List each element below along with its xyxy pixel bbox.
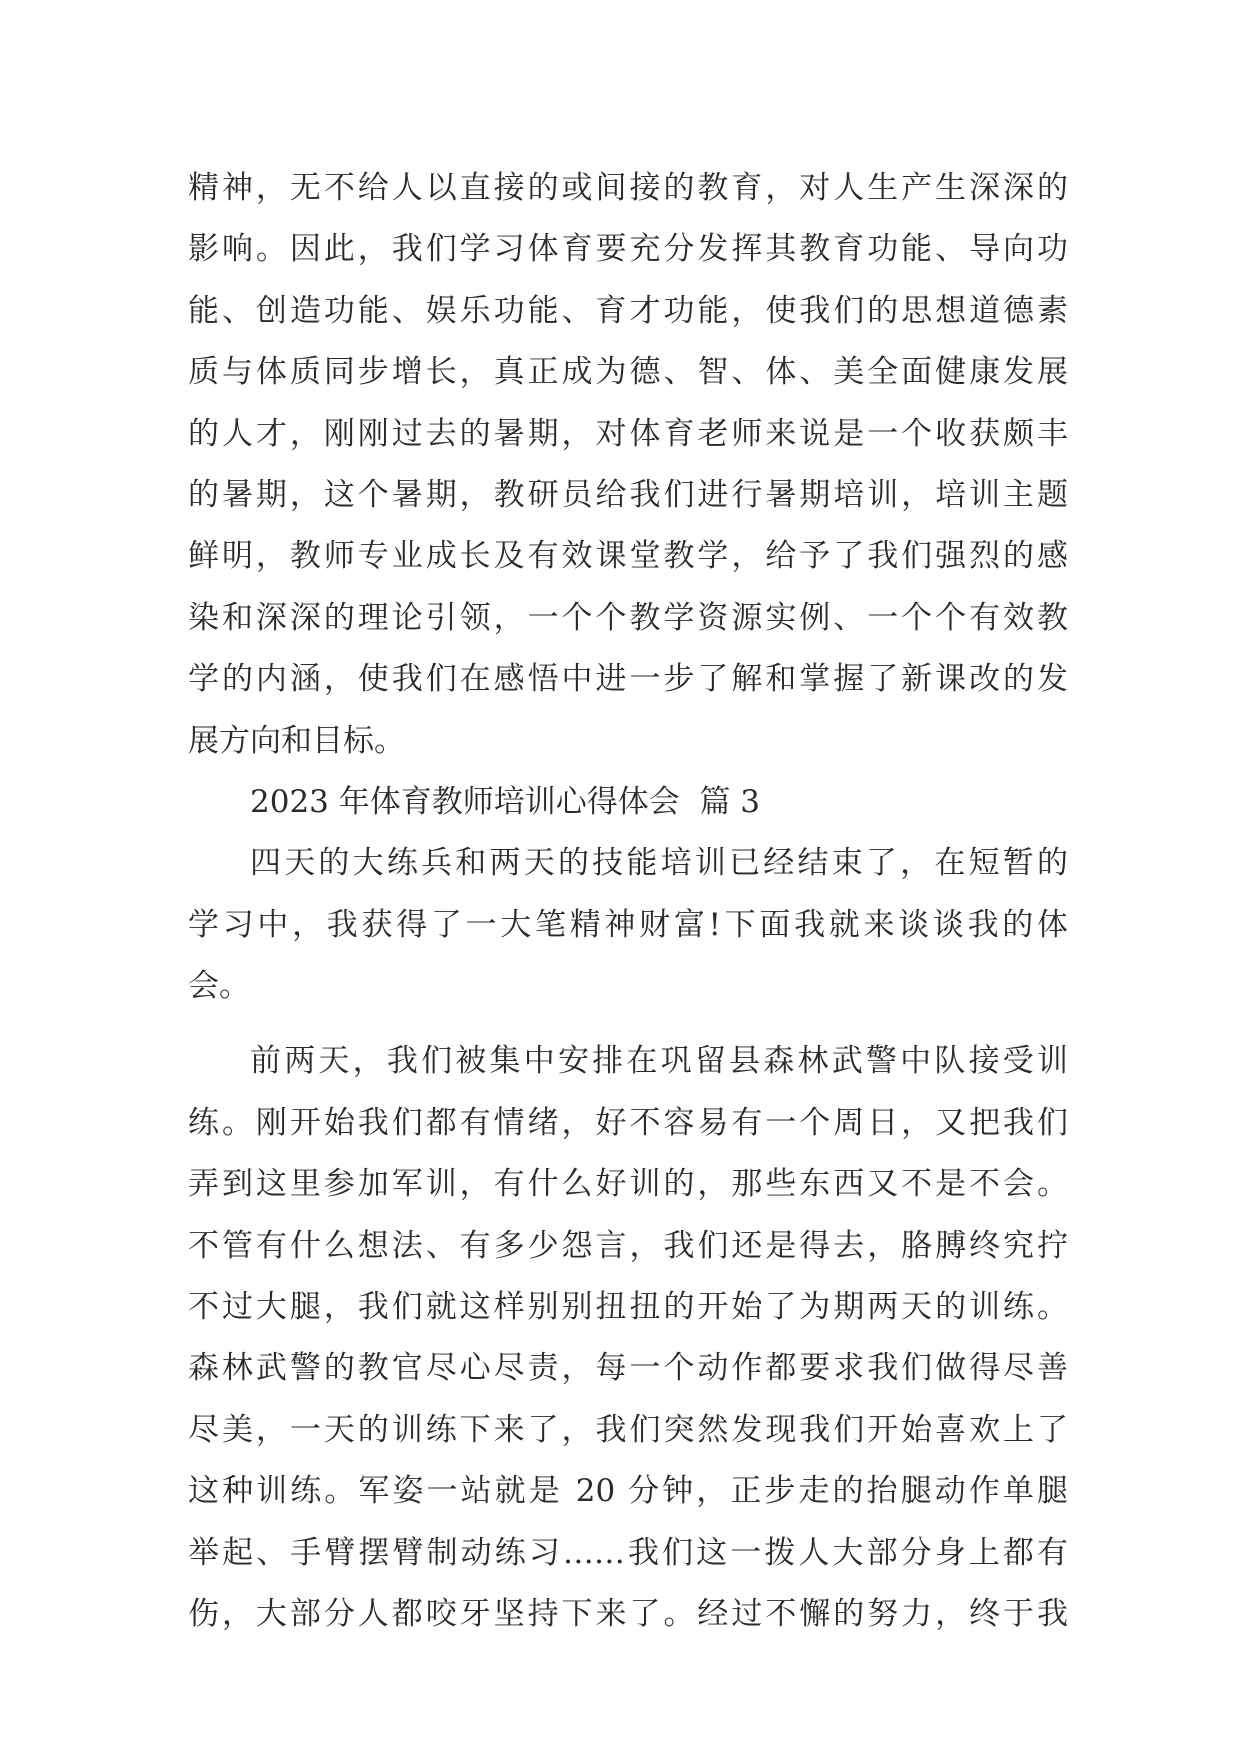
text-line: 四天的大练兵和两天的技能培训已经结束了，在短暂的: [250, 845, 1068, 882]
text-line: 不管有什么想法、有多少怨言，我们还是得去，胳膊终究拧: [188, 1227, 1068, 1264]
text-line: 展方向和目标。: [188, 722, 405, 759]
text-line: 的暑期，这个暑期，教研员给我们进行暑期培训，培训主题: [188, 476, 1068, 513]
text-line: 前两天，我们被集中安排在巩留县森林武警中队接受训: [250, 1043, 1068, 1080]
text-line: 尽美，一天的训练下来了，我们突然发现我们开始喜欢上了: [188, 1411, 1068, 1448]
text-line: 质与体质同步增长，真正成为德、智、体、美全面健康发展: [188, 354, 1068, 391]
text-line: 能、创造功能、娱乐功能、育才功能，使我们的思想道德素: [188, 292, 1068, 329]
text-line: 弄到这里参加军训，有什么好训的，那些东西又不是不会。: [188, 1166, 1068, 1203]
text-line: 精神，无不给人以直接的或间接的教育，对人生产生深深的: [188, 170, 1068, 206]
document-body: [188, 158, 1068, 1645]
text-line: 练。刚开始我们都有情绪，好不容易有一个周日，又把我们: [188, 1104, 1068, 1141]
text-line: 会。: [188, 968, 250, 1005]
paragraph-2: [188, 833, 1068, 1017]
text-line: 举起、手臂摆臂制动练习……我们这一拨人大部分身上都有: [188, 1534, 1068, 1571]
paragraph-1: [188, 158, 1068, 772]
text-line: 的人才，刚刚过去的暑期，对体育老师来说是一个收获颇丰: [188, 415, 1068, 452]
paragraph-3: [188, 1031, 1068, 1645]
text-line: 学的内涵，使我们在感悟中进一步了解和掌握了新课改的发: [188, 661, 1068, 698]
text-line: 影响。因此，我们学习体育要充分发挥其教育功能、导向功: [188, 231, 1068, 268]
section-heading: 2023 年体育教师培训心得体会 篇 3: [250, 783, 761, 820]
paragraph-gap: [188, 1017, 1068, 1031]
text-line: 不过大腿，我们就这样别别扭扭的开始了为期两天的训练。: [188, 1289, 1068, 1326]
text-line: 这种训练。军姿一站就是 20 分钟，正步走的抬腿动作单腿: [188, 1473, 1068, 1510]
text-line: 鲜明，教师专业成长及有效课堂教学，给予了我们强烈的感: [188, 538, 1068, 575]
text-line: 伤，大部分人都咬牙坚持下来了。经过不懈的努力，终于我: [188, 1595, 1068, 1632]
text-line: 森林武警的教官尽心尽责，每一个动作都要求我们做得尽善: [188, 1350, 1068, 1387]
text-line: 染和深深的理论引领，一个个教学资源实例、一个个有效教: [188, 599, 1068, 636]
text-line: 学习中，我获得了一大笔精神财富!下面我就来谈谈我的体: [188, 906, 1068, 943]
